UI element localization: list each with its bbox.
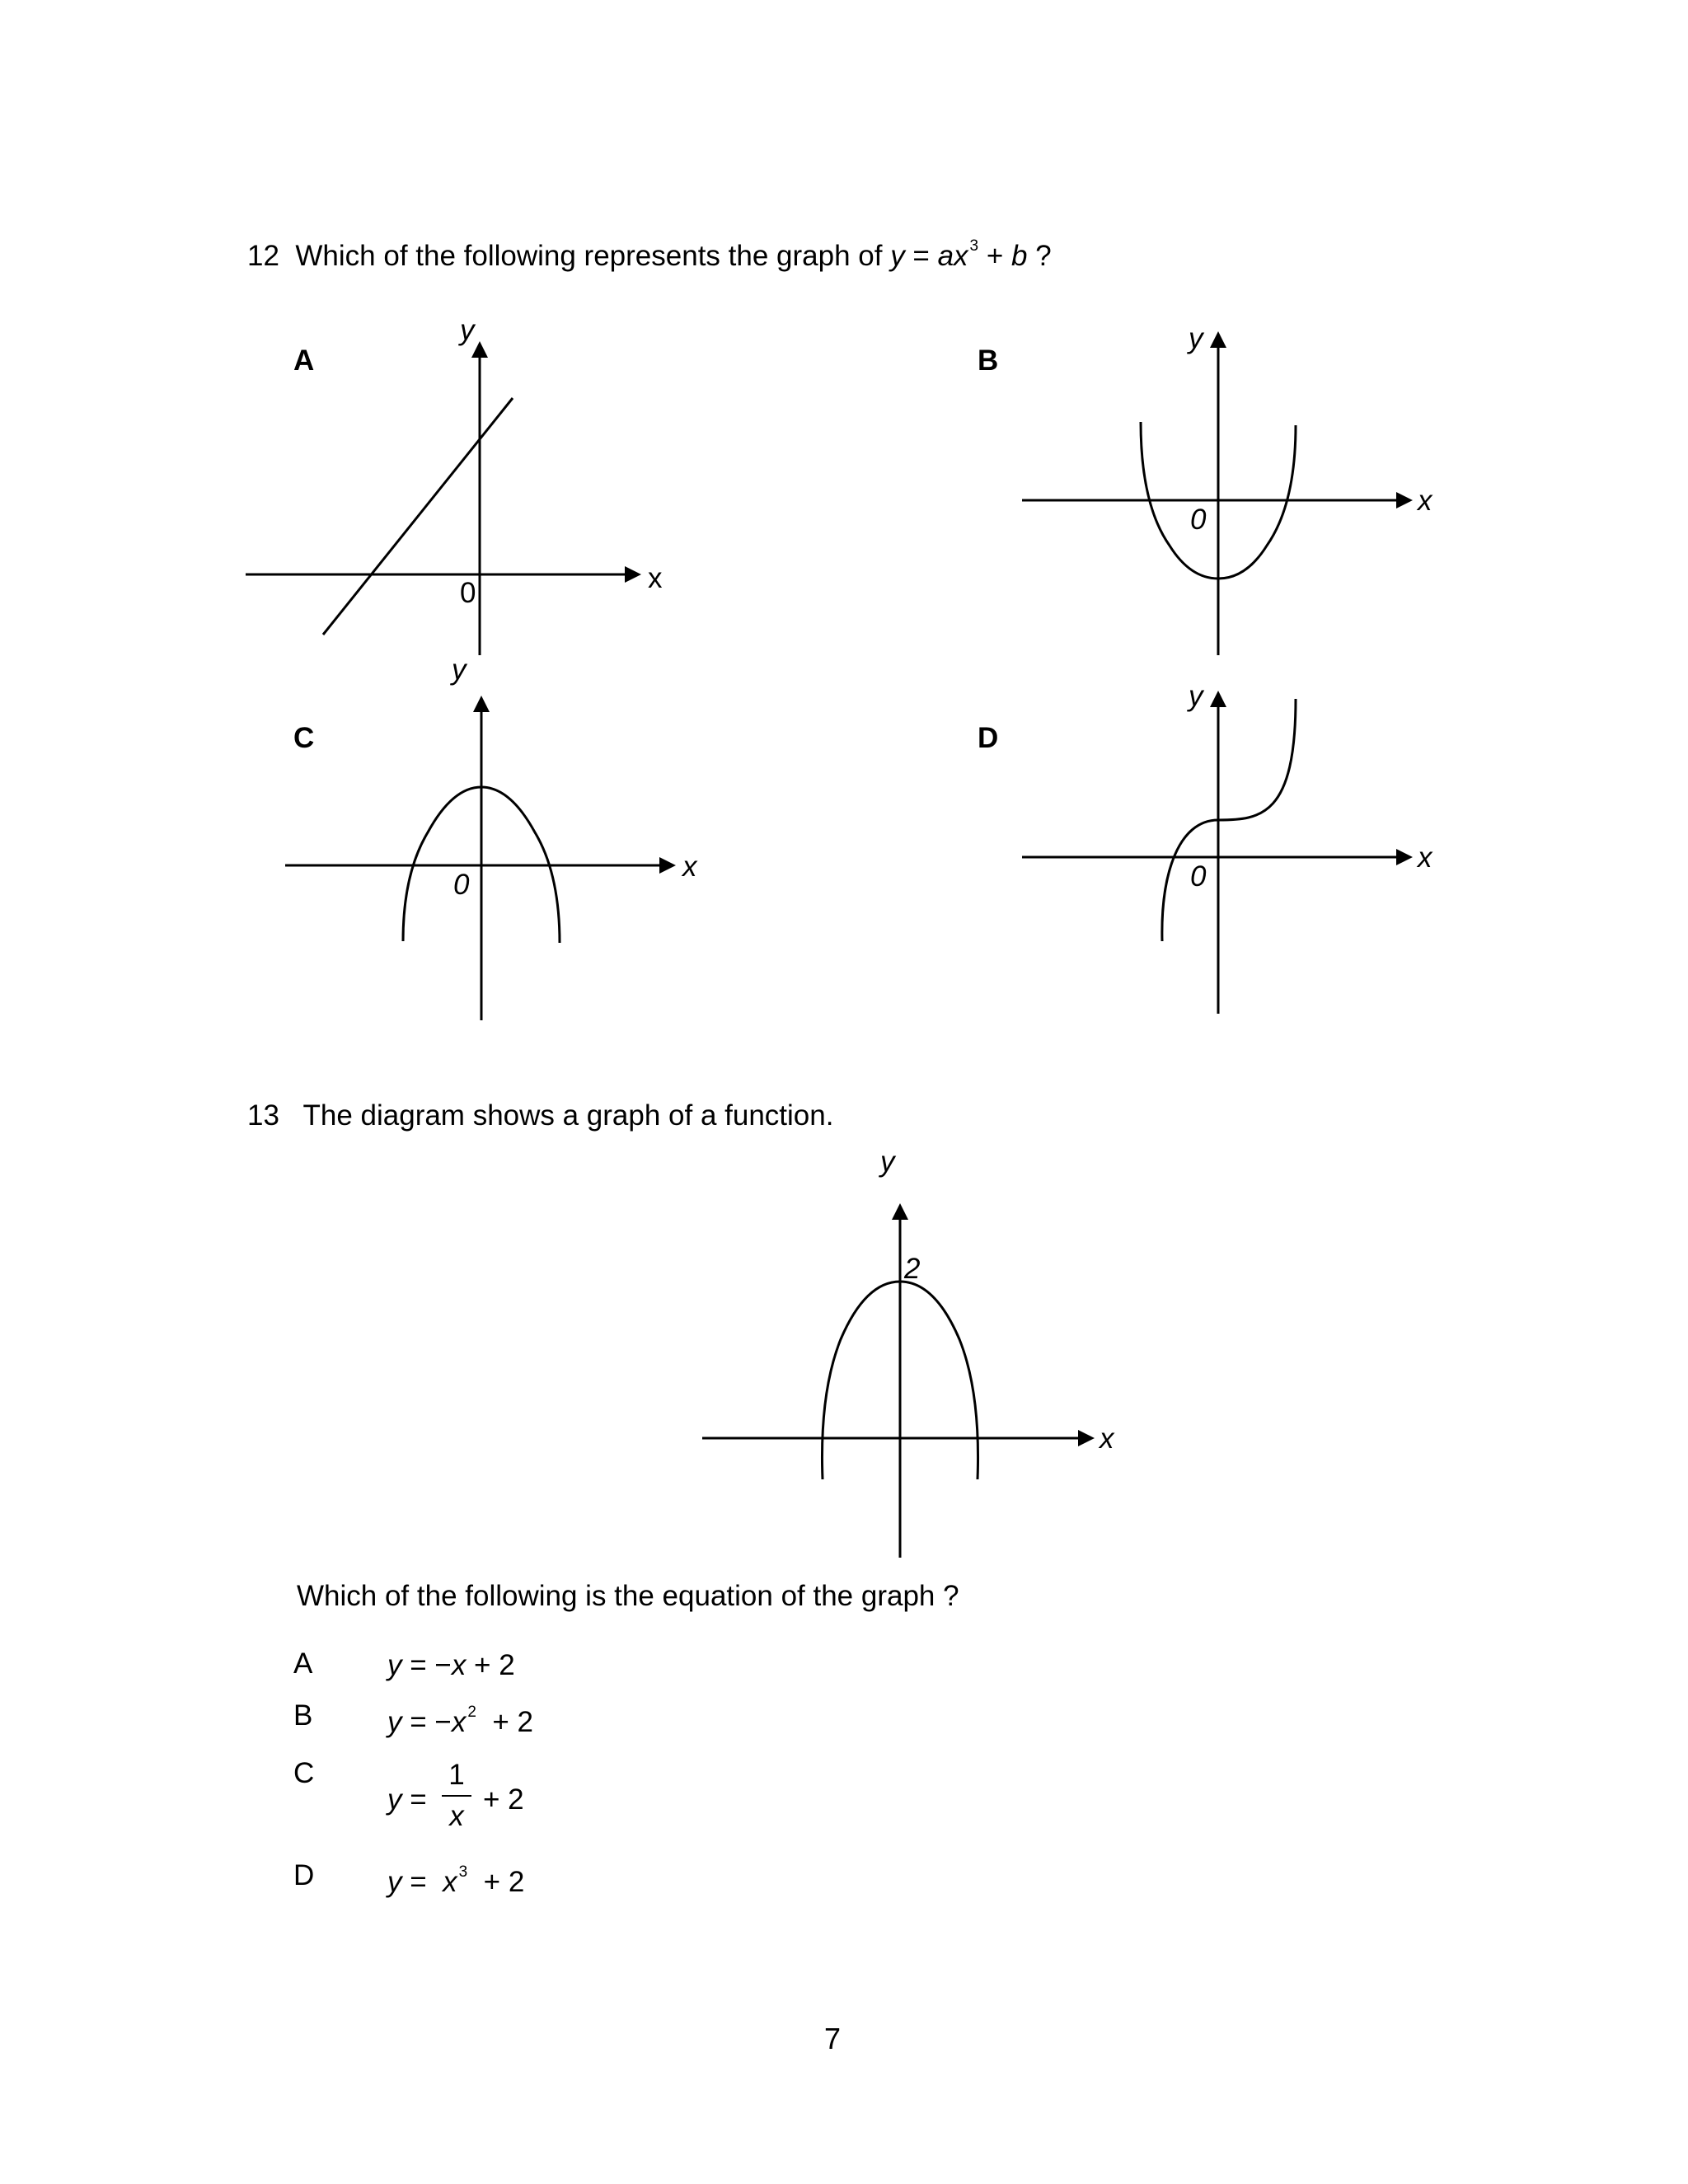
page-number: 7 bbox=[824, 2022, 842, 2055]
graph-b-x-label: x bbox=[1418, 485, 1432, 517]
graph-c-label: C bbox=[293, 722, 315, 754]
fraction-bar bbox=[442, 1795, 471, 1797]
graph-c-origin: 0 bbox=[453, 869, 470, 901]
q13-question: Which of the following is the equation of the graph ? bbox=[297, 1580, 959, 1612]
q13-y-intercept: 2 bbox=[904, 1253, 921, 1285]
option-c-numerator: 1 bbox=[448, 1759, 465, 1791]
graph-c-x-label: x bbox=[682, 851, 697, 883]
option-b-letter: B bbox=[293, 1699, 313, 1732]
graph-a-x-label: x bbox=[648, 562, 663, 594]
graph-b-origin: 0 bbox=[1190, 504, 1207, 536]
q13-graph-x-label: x bbox=[1100, 1422, 1114, 1455]
option-d-equation: y = x $^3$ + 2 bbox=[387, 1863, 525, 1898]
graph-a-origin: 0 bbox=[460, 577, 476, 609]
graph-a-y-label: y bbox=[460, 314, 475, 346]
q13-number: 13 bbox=[247, 1099, 279, 1132]
q13-graph-y-label: y bbox=[880, 1146, 895, 1178]
option-c-denominator: x bbox=[449, 1800, 464, 1832]
graph-a-label: A bbox=[293, 344, 315, 377]
option-c-rest: + 2 bbox=[483, 1783, 524, 1816]
option-c-letter: C bbox=[293, 1757, 315, 1789]
option-a-letter: A bbox=[293, 1647, 313, 1680]
option-b-equation: y = −x $^2$ + 2 bbox=[387, 1704, 533, 1738]
q13-stem: 13 The diagram shows a graph of a function. bbox=[247, 1099, 834, 1132]
graph-d-origin: 0 bbox=[1190, 860, 1207, 893]
q12-number: 12 bbox=[247, 240, 279, 272]
graph-c-y-label: y bbox=[452, 654, 467, 686]
graph-b-label: B bbox=[978, 344, 999, 377]
graph-d-y-label: y bbox=[1189, 680, 1203, 712]
graph-d-label: D bbox=[978, 722, 999, 754]
q12-stem: 12 Which of the following represents the graph of y = ax $^3$ + b ? bbox=[247, 237, 1052, 272]
graph-d-x-label: x bbox=[1418, 841, 1432, 874]
option-c-lhs: y = bbox=[387, 1783, 427, 1816]
option-d-letter: D bbox=[293, 1859, 315, 1891]
q13-x-arrow bbox=[1078, 1430, 1095, 1446]
option-c-fraction bbox=[442, 1759, 471, 1833]
option-a-equation: y = −x + 2 bbox=[387, 1649, 515, 1681]
graph-b-y-label: y bbox=[1189, 322, 1203, 354]
q13-y-arrow bbox=[892, 1203, 908, 1220]
